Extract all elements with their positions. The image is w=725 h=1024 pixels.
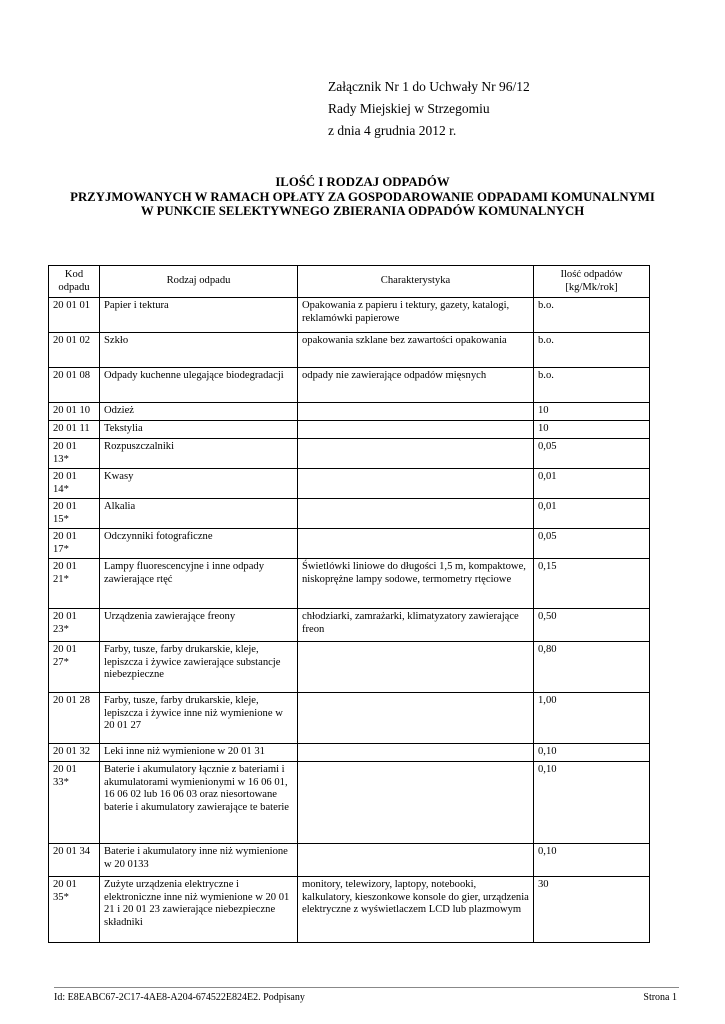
cell-characteristics <box>298 403 534 421</box>
cell-type: Odczynniki fotograficzne <box>100 529 298 559</box>
header-type: Rodzaj odpadu <box>100 266 298 298</box>
cell-type: Farby, tusze, farby drukarskie, kleje, lepiszcza i żywice zawierające substancje niebezpieczne <box>100 642 298 693</box>
table-row <box>49 439 650 469</box>
cell-amount: b.o. <box>534 333 650 368</box>
cell-characteristics: Świetlówki liniowe do długości 1,5 m, kompaktowe, niskoprężne lampy sodowe, termometry rtęciowe <box>298 559 534 609</box>
cell-amount: 30 <box>534 877 650 943</box>
table-row <box>49 403 650 421</box>
footer-divider <box>54 987 679 988</box>
document-title <box>30 175 695 219</box>
cell-amount: 0,01 <box>534 499 650 529</box>
table-row <box>49 693 650 744</box>
cell-code: 20 01 35* <box>49 877 100 943</box>
cell-characteristics: monitory, telewizory, laptopy, notebooki, kalkulatory, kieszonkowe konsole do gier, urządzenia elektryczne z wyświetlaczem LCD lub plazmowym <box>298 877 534 943</box>
cell-amount: 0,01 <box>534 469 650 499</box>
annex-line-1: Załącznik Nr 1 do Uchwały Nr 96/12 <box>328 79 530 94</box>
cell-type: Leki inne niż wymienione w 20 01 31 <box>100 744 298 762</box>
cell-amount: 0,10 <box>534 762 650 844</box>
cell-type: Baterie i akumulatory inne niż wymienione w 20 0133 <box>100 844 298 877</box>
table-row <box>49 298 650 333</box>
cell-code: 20 01 28 <box>49 693 100 744</box>
cell-characteristics <box>298 744 534 762</box>
header-amount-line2: [kg/Mk/rok] <box>565 281 618 293</box>
cell-type: Rozpuszczalniki <box>100 439 298 469</box>
table-row <box>49 368 650 403</box>
cell-characteristics <box>298 469 534 499</box>
table-row <box>49 877 650 943</box>
footer-page-number: Strona 1 <box>643 992 677 1003</box>
cell-amount: 10 <box>534 421 650 439</box>
header-amount-line1: Ilość odpadów <box>560 269 623 280</box>
title-line-1: ILOŚĆ I RODZAJ ODPADÓW <box>275 175 450 189</box>
cell-amount: 1,00 <box>534 693 650 744</box>
cell-characteristics: opakowania szklane bez zawartości opakowania <box>298 333 534 368</box>
cell-code: 20 01 02 <box>49 333 100 368</box>
title-line-2: PRZYJMOWANYCH W RAMACH OPŁATY ZA GOSPODAROWANIE ODPADAMI KOMUNALNYMI <box>70 189 655 204</box>
cell-amount: 0,80 <box>534 642 650 693</box>
cell-amount: 0,10 <box>534 744 650 762</box>
waste-table <box>48 265 650 943</box>
cell-amount: 0,05 <box>534 439 650 469</box>
cell-code: 20 01 08 <box>49 368 100 403</box>
cell-code: 20 01 13* <box>49 439 100 469</box>
table-row <box>49 559 650 609</box>
cell-characteristics <box>298 499 534 529</box>
table-row <box>49 744 650 762</box>
header-code <box>49 266 100 298</box>
table-row <box>49 844 650 877</box>
table-header-row <box>49 266 650 298</box>
annex-line-3: z dnia 4 grudnia 2012 r. <box>328 123 457 138</box>
cell-amount: 0,05 <box>534 529 650 559</box>
cell-type: Odpady kuchenne ulegające biodegradacji <box>100 368 298 403</box>
cell-type: Odzież <box>100 403 298 421</box>
cell-characteristics <box>298 844 534 877</box>
cell-amount: 0,15 <box>534 559 650 609</box>
cell-amount: 0,10 <box>534 844 650 877</box>
cell-characteristics: odpady nie zawierające odpadów mięsnych <box>298 368 534 403</box>
cell-code: 20 01 15* <box>49 499 100 529</box>
cell-characteristics <box>298 693 534 744</box>
cell-characteristics <box>298 529 534 559</box>
title-line-3: W PUNKCIE SELEKTYWNEGO ZBIERANIA ODPADÓW KOMUNALNYCH <box>140 204 585 218</box>
cell-type: Tekstylia <box>100 421 298 439</box>
cell-code: 20 01 21* <box>49 559 100 609</box>
table-row <box>49 499 650 529</box>
annex-line-2: Rady Miejskiej w Strzegomiu <box>328 101 490 116</box>
cell-type: Zużyte urządzenia elektryczne i elektroniczne inne niż wymienione w 20 01 21 i 20 01 23 zawierające niebezpieczne składniki <box>100 877 298 943</box>
header-characteristics: Charakterystyka <box>298 266 534 298</box>
cell-type: Alkalia <box>100 499 298 529</box>
cell-characteristics: Opakowania z papieru i tektury, gazety, katalogi, reklamówki papierowe <box>298 298 534 333</box>
cell-type: Urządzenia zawierające freony <box>100 609 298 642</box>
cell-code: 20 01 33* <box>49 762 100 844</box>
header-amount <box>534 266 650 298</box>
table-row <box>49 609 650 642</box>
cell-amount: 0,50 <box>534 609 650 642</box>
cell-characteristics <box>298 762 534 844</box>
cell-characteristics <box>298 439 534 469</box>
annex-header <box>328 76 530 142</box>
cell-code: 20 01 11 <box>49 421 100 439</box>
cell-characteristics <box>298 642 534 693</box>
table-row <box>49 469 650 499</box>
cell-code: 20 01 10 <box>49 403 100 421</box>
cell-characteristics <box>298 421 534 439</box>
cell-characteristics: chłodziarki, zamrażarki, klimatyzatory zawierające freon <box>298 609 534 642</box>
table-row <box>49 421 650 439</box>
cell-code: 20 01 32 <box>49 744 100 762</box>
cell-type: Lampy fluorescencyjne i inne odpady zawierające rtęć <box>100 559 298 609</box>
cell-amount: b.o. <box>534 368 650 403</box>
cell-code: 20 01 27* <box>49 642 100 693</box>
cell-code: 20 01 23* <box>49 609 100 642</box>
cell-amount: b.o. <box>534 298 650 333</box>
cell-type: Kwasy <box>100 469 298 499</box>
cell-type: Papier i tektura <box>100 298 298 333</box>
table-row <box>49 762 650 844</box>
cell-amount: 10 <box>534 403 650 421</box>
cell-code: 20 01 17* <box>49 529 100 559</box>
header-code-line2: odpadu <box>58 281 90 293</box>
cell-type: Farby, tusze, farby drukarskie, kleje, lepiszcza i żywice inne niż wymienione w 20 01 27 <box>100 693 298 744</box>
cell-code: 20 01 34 <box>49 844 100 877</box>
cell-type: Baterie i akumulatory łącznie z bateriami i akumulatorami wymienionymi w 16 06 01, 16 06 02 lub 16 06 03 oraz niesortowane baterie i akumulatory zawierające te baterie <box>100 762 298 844</box>
table-row <box>49 642 650 693</box>
cell-code: 20 01 14* <box>49 469 100 499</box>
footer-document-id: Id: E8EABC67-2C17-4AE8-A204-674522E824E2. Podpisany <box>54 992 305 1003</box>
cell-code: 20 01 01 <box>49 298 100 333</box>
table-row <box>49 333 650 368</box>
table-row <box>49 529 650 559</box>
header-code-line1: Kod <box>64 269 84 280</box>
cell-type: Szkło <box>100 333 298 368</box>
